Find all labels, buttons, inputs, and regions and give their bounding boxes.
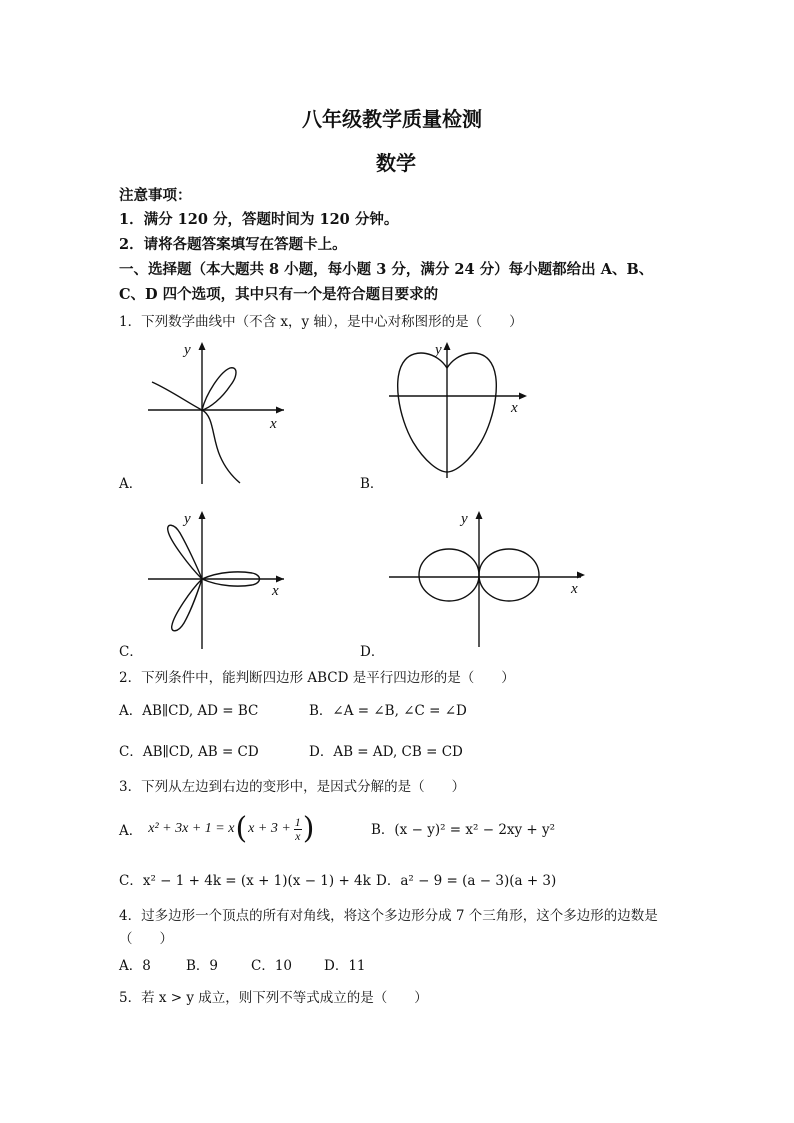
note-item: 1．满分 120 分，答题时间为 120 分钟。 <box>119 211 399 228</box>
figure-b-y-label: y <box>435 342 442 358</box>
option-label: A． <box>119 476 143 492</box>
figure-b-x-label: x <box>511 400 518 416</box>
section-heading-cont: C、D 四个选项，其中只有一个是符合题目要求的 <box>119 286 439 303</box>
option-label: C． <box>119 644 143 660</box>
figure-a-graph <box>140 338 290 488</box>
q2-option-a: A．AB∥CD, AD = BC <box>119 703 259 719</box>
question-2-stem: 2．下列条件中，能判断四边形 ABCD 是平行四边形的是（ ） <box>119 670 515 686</box>
figure-d-graph <box>385 507 590 652</box>
q2-option-c: C．AB∥CD, AB = CD <box>119 744 259 760</box>
q4-option: B．9 <box>186 958 219 974</box>
subject-title: 数学 <box>376 151 416 175</box>
question-4-paren: （ ） <box>119 931 173 947</box>
question-5-stem: 5．若 x > y 成立，则下列不等式成立的是（ ） <box>119 990 428 1006</box>
figure-a-y-label: y <box>184 342 191 358</box>
page-title: 八年级教学质量检测 <box>302 107 482 131</box>
question-1-stem: 1．下列数学曲线中（不含 x，y 轴），是中心对称图形的是（ ） <box>119 314 523 330</box>
q3-option-a-inner: x + 3 + <box>248 821 291 836</box>
figure-c-x-label: x <box>272 583 279 599</box>
q4-option: A．8 <box>119 958 151 974</box>
q3-option-c: C．x² − 1 + 4k = (x + 1)(x − 1) + 4k <box>119 873 371 889</box>
q2-option-d: D．AB = AD, CB = CD <box>309 744 463 760</box>
q3-option-d: D．a² − 9 = (a − 3)(a + 3) <box>376 873 557 889</box>
question-4-stem: 4．过多边形一个顶点的所有对角线，将这个多边形分成 7 个三角形，这个多边形的边数是 <box>119 908 658 924</box>
notes-heading: 注意事项： <box>119 187 192 204</box>
q3-option-b: B．(x − y)² = x² − 2xy + y² <box>371 822 556 838</box>
section-heading: 一、选择题（本大题共 8 小题，每小题 3 分，满分 24 分）每小题都给出 A、B、 <box>119 261 654 278</box>
figure-c-y-label: y <box>184 511 191 527</box>
q3-option-a-left: x² + 3x + 1 = x <box>148 821 235 836</box>
q3-option-a-paren-right: ) <box>302 811 315 846</box>
q3-option-a-label: A． <box>119 823 143 839</box>
q3-option-a-fraction <box>294 816 302 843</box>
q3-option-a <box>119 809 314 849</box>
q4-option: D．11 <box>324 958 366 974</box>
fraction-denominator: x <box>295 828 301 843</box>
question-3-stem: 3．下列从左边到右边的变形中，是因式分解的是（ ） <box>119 779 466 795</box>
figure-d-x-label: x <box>571 581 578 597</box>
q3-option-a-paren-left: ( <box>235 811 248 846</box>
figure-c-graph <box>140 507 290 652</box>
note-item: 2．请将各题答案填写在答题卡上。 <box>119 236 347 253</box>
figure-b-graph <box>385 338 535 488</box>
q4-option: C．10 <box>251 958 293 974</box>
q2-option-b: B．∠A = ∠B, ∠C = ∠D <box>309 703 467 719</box>
fraction-numerator: 1 <box>294 814 301 829</box>
option-label: B． <box>360 476 384 492</box>
figure-d-y-label: y <box>461 511 468 527</box>
figure-a-x-label: x <box>270 416 277 432</box>
option-label: D． <box>360 644 385 660</box>
